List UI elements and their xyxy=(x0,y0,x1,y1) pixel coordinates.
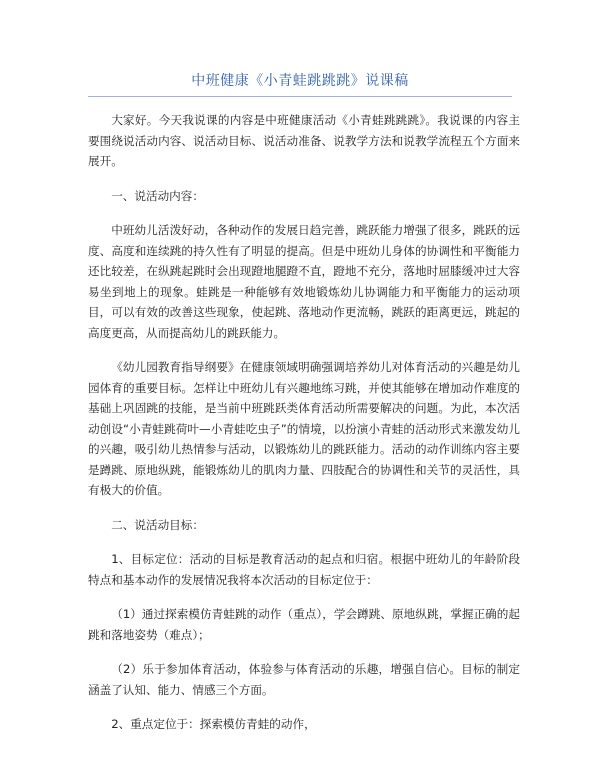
paragraph-content-1: 中班幼儿活泼好动，各种动作的发展日趋完善，跳跃能力增强了很多，跳跃的远度、高度和连续跳的持久性有了明显的提高。但是中班幼儿身体的协调性和平衡能力还比较差，在纵跳起跳时会出现蹬地腿蹬不直，蹬地不充分，落地时屈膝缓冲过大容易坐到地上的现象。蛙跳是一种能够有效地锻炼幼儿协调能力和平衡能力的运动项目，可以有效的改善这些现象，使起跳、落地动作更流畅，跳跃的距离更远，跳起的高度更高，从而提高幼儿的跳跃能力。 xyxy=(88,223,520,340)
section-heading-goals: 二、说活动目标： xyxy=(111,517,204,532)
title-divider xyxy=(88,96,512,97)
paragraph-goal-2: （2）乐于参加体育活动，体验参与体育活动的乐趣，增强自信心。目标的制定涵盖了认知、能力、情感三个方面。 xyxy=(88,662,520,697)
paragraph-intro: 大家好。今天我说课的内容是中班健康活动《小青蛙跳跳跳》。我说课的内容主要围绕说活动内容、说活动目标、说活动准备、说教学方法和说教学流程五个方面来展开。 xyxy=(88,113,520,168)
paragraph-goal-1: （1）通过探索模仿青蛙跳的动作（重点），学会蹲跳、原地纵跳，掌握正确的起跳和落地姿势（难点）； xyxy=(88,607,520,642)
paragraph-goal-positioning: 1、目标定位：活动的目标是教育活动的起点和归宿。根据中班幼儿的年龄阶段特点和基本动作的发展情况我将本次活动的目标定位于： xyxy=(88,552,520,587)
paragraph-key-point: 2、重点定位于：探索模仿青蛙的动作， xyxy=(111,717,316,731)
paragraph-content-2: 《幼儿园教育指导纲要》在健康领域明确强调培养幼儿对体育活动的兴趣是幼儿园体育的重要目标。怎样让中班幼儿有兴趣地练习跳，并使其能够在增加动作难度的基础上巩固跳的技能，是当前中班跳跃类体育活动所需要解决的问题。为此，本次活动创设“小青蛙跳荷叶—小青蛙吃虫子”的情境，以扮演小青蛙的活动形式来激发幼儿的兴趣，吸引幼儿热情参与活动，以锻炼幼儿的跳跃能力。活动的动作训练内容主要是蹲跳、原地纵跳，能锻炼幼儿的肌肉力量、四肢配合的协调性和关节的灵活性，具有极大的价值。 xyxy=(88,360,520,497)
section-heading-content: 一、说活动内容： xyxy=(111,188,204,203)
document-body xyxy=(88,110,520,749)
document-title: 中班健康《小青蛙跳跳跳》说课稿 xyxy=(191,73,409,89)
